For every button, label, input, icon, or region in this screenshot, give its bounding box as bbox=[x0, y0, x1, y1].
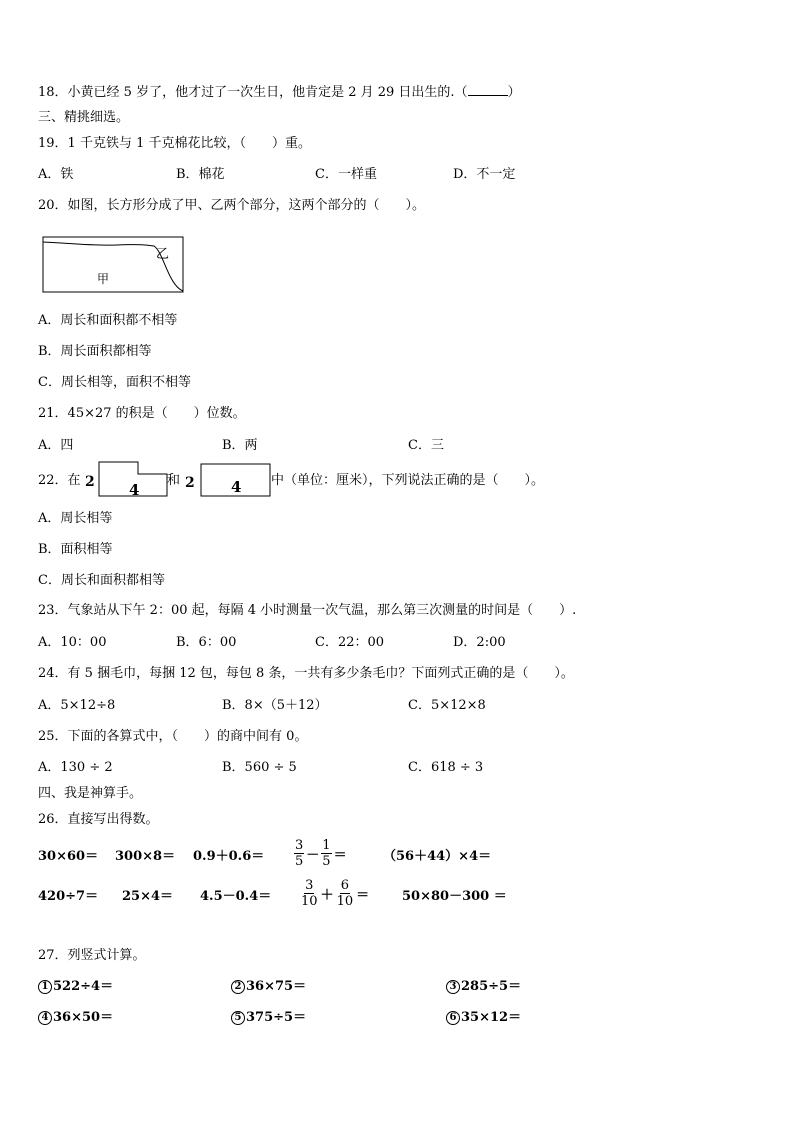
q19-option-a[interactable]: A．铁 bbox=[38, 167, 74, 182]
q22-and: 和 bbox=[167, 473, 181, 488]
q23-option-a[interactable]: A．10：00 bbox=[38, 635, 107, 650]
q26-fraction-eq-1: ＝ bbox=[333, 848, 347, 863]
q22-shape-l-width-label: 4 bbox=[129, 481, 140, 498]
q21-option-b[interactable]: B．两 bbox=[222, 438, 258, 453]
circled-number-4: 4 bbox=[38, 1011, 52, 1025]
q26-fraction-eq-2: ＝ bbox=[356, 888, 370, 903]
q22-option-c[interactable]: C．周长和面积都相等 bbox=[38, 573, 165, 588]
q21-option-c[interactable]: C．三 bbox=[408, 438, 444, 453]
q22-prefix: 22．在 bbox=[38, 473, 81, 488]
q22-shape-l-height-label: 2 bbox=[85, 474, 95, 490]
q23-option-b[interactable]: B．6：00 bbox=[176, 635, 237, 650]
q19-option-c[interactable]: C．一样重 bbox=[315, 167, 377, 182]
q27-item-2: 2 36×75＝ bbox=[231, 979, 306, 995]
q22-shape-rect-height-label: 2 bbox=[185, 475, 195, 491]
q22-option-a[interactable]: A．周长相等 bbox=[38, 511, 113, 526]
q23-option-c[interactable]: C．22：00 bbox=[315, 635, 385, 650]
q18-close: ） bbox=[507, 85, 521, 100]
q26-calc-3: 0.9＋0.6＝ bbox=[193, 849, 265, 864]
q26-calc-2: 300×8＝ bbox=[115, 849, 176, 864]
circled-number-2: 2 bbox=[231, 980, 245, 994]
circled-number-6: 6 bbox=[446, 1011, 460, 1025]
q20-rectangle-figure bbox=[42, 236, 186, 296]
q20-label-jia: 甲 bbox=[97, 272, 110, 286]
q25-stem: 25．下面的各算式中，（ ）的商中间有 0。 bbox=[38, 729, 308, 744]
q26-fraction-6-10: 6 10 bbox=[336, 878, 354, 909]
q19-option-d[interactable]: D．不一定 bbox=[453, 167, 516, 182]
q20-option-b[interactable]: B．周长面积都相等 bbox=[38, 344, 152, 359]
circled-number-1: 1 bbox=[38, 980, 52, 994]
q22-suffix: 中（单位：厘米），下列说法正确的是（ ）。 bbox=[271, 473, 545, 488]
q26-stem: 26．直接写出得数。 bbox=[38, 812, 159, 827]
q26-calc-1: 30×60＝ bbox=[38, 849, 99, 864]
q23-stem: 23．气象站从下午 2：00 起，每隔 4 小时测量一次气温，那么第三次测量的时间是（ ）. bbox=[38, 603, 577, 618]
q23-option-d[interactable]: D．2:00 bbox=[453, 635, 506, 650]
q26-calc-5: 420÷7＝ bbox=[38, 889, 99, 904]
q18-text: 18．小黄已经 5 岁了，他才过了一次生日，他肯定是 2 月 29 日出生的.（ bbox=[38, 85, 468, 100]
q21-stem: 21．45×27 的积是（ ）位数。 bbox=[38, 406, 246, 421]
q19-stem: 19．1 千克铁与 1 千克棉花比较，（ ）重。 bbox=[38, 136, 311, 151]
q27-item-6: 6 35×12＝ bbox=[446, 1010, 521, 1026]
q18-answer-blank[interactable] bbox=[468, 83, 508, 96]
q24-option-c[interactable]: C．5×12×8 bbox=[408, 698, 486, 713]
q26-fraction-expression-2 bbox=[298, 878, 369, 909]
q25-option-b[interactable]: B．560 ÷ 5 bbox=[222, 760, 297, 775]
q26-calc-4: （56＋44）×4＝ bbox=[383, 849, 492, 864]
q21-option-a[interactable]: A．四 bbox=[38, 438, 74, 453]
q26-calc-6: 25×4＝ bbox=[122, 889, 174, 904]
q24-option-b[interactable]: B．8×（5＋12） bbox=[222, 698, 328, 713]
q22-option-b[interactable]: B．面积相等 bbox=[38, 542, 113, 557]
section-4-heading: 四、我是神算手。 bbox=[38, 786, 143, 801]
q27-item-3: 3 285÷5＝ bbox=[446, 979, 521, 995]
q27-item-5: 5 375÷5＝ bbox=[231, 1010, 306, 1026]
q27-item-4: 4 36×50＝ bbox=[38, 1010, 113, 1026]
q26-fraction-3-5: 3 5 bbox=[295, 838, 304, 869]
q27-stem: 27．列竖式计算。 bbox=[38, 948, 146, 963]
q26-fraction-1-5: 1 5 bbox=[322, 838, 331, 869]
q22-shape-rect bbox=[182, 460, 272, 498]
q24-option-a[interactable]: A．5×12÷8 bbox=[38, 698, 116, 713]
q18-line bbox=[38, 83, 521, 101]
q26-fraction-expression-1 bbox=[292, 838, 347, 869]
circled-number-5: 5 bbox=[231, 1011, 245, 1025]
q26-calc-8: 50×80－300 ＝ bbox=[402, 889, 507, 904]
q25-option-a[interactable]: A．130 ÷ 2 bbox=[38, 760, 113, 775]
q24-stem: 24．有 5 捆毛巾，每捆 12 包，每包 8 条，一共有多少条毛巾？下面列式正确的是（ ）。 bbox=[38, 666, 574, 681]
circled-number-3: 3 bbox=[446, 980, 460, 994]
q26-calc-7: 4.5－0.4＝ bbox=[200, 889, 272, 904]
q27-item-1: 1 522÷4＝ bbox=[38, 979, 113, 995]
q20-option-a[interactable]: A．周长和面积都不相等 bbox=[38, 313, 178, 328]
q26-fraction-op-1: － bbox=[306, 848, 320, 863]
q25-option-c[interactable]: C．618 ÷ 3 bbox=[408, 760, 484, 775]
q19-option-b[interactable]: B．棉花 bbox=[176, 167, 225, 182]
section-3-heading: 三、精挑细选。 bbox=[38, 110, 130, 125]
q20-stem: 20．如图，长方形分成了甲、乙两个部分，这两个部分的（ ）。 bbox=[38, 198, 426, 213]
q26-fraction-3-10: 3 10 bbox=[301, 878, 318, 909]
q26-fraction-op-2: ＋ bbox=[320, 888, 334, 903]
q22-shape-l bbox=[82, 460, 168, 498]
q22-shape-rect-width-label: 4 bbox=[231, 478, 242, 496]
q20-label-yi: 乙 bbox=[156, 247, 170, 262]
q20-option-c[interactable]: C．周长相等，面积不相等 bbox=[38, 375, 191, 390]
